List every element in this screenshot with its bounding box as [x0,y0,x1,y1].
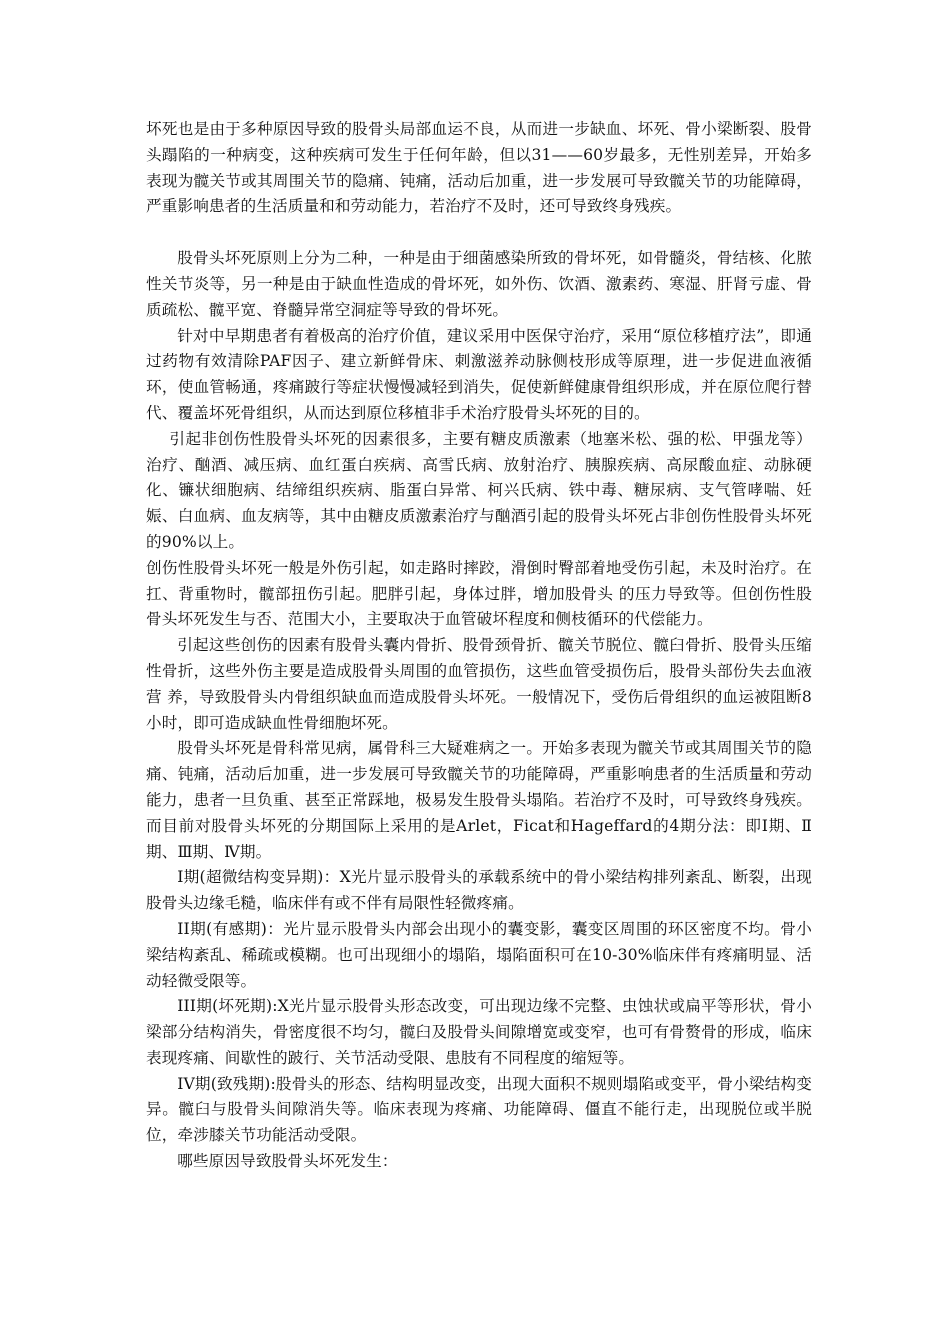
paragraph-intro: 坏死也是由于多种原因导致的股骨头局部血运不良，从而进一步缺血、坏死、骨小梁断裂、股骨头蹋陷的一种病变，这种疾病可发生于任何年龄，但以31——60岁最多，无性别差异，开始多表现为髋关节或其周围关节的隐痛、钝痛，活动后加重，进一步发展可导致髋关节的功能障碍，严重影响患者的生活质量和和劳动能力，若治疗不及时，还可导致终身残疾。 [146,120,812,216]
document-body [146,117,812,1175]
paragraph-stage-2: II期(有感期)：光片显示股骨头内部会出现小的囊变影，囊变区周围的环区密度不均。骨小梁结构紊乱、稀疏或模糊。也可出现细小的塌陷，塌陷面积可在10-30%临床伴有疼痛明显、活动轻微受限等。 [146,919,812,990]
paragraph-stage-4: IV期(致残期):股骨头的形态、结构明显改变，出现大面积不规则塌陷或变平，骨小梁结构变异。髋臼与股骨头间隙消失等。临床表现为疼痛、功能障碍、僵直不能行走，出现脱位或半脱位，牵涉膝关节功能活动受限。 [146,1074,812,1145]
blank-line [146,220,812,246]
paragraph-treatment: 针对中早期患者有着极高的治疗价值，建议采用中医保守治疗，采用“原位移植疗法”，即通过药物有效清除PAF因子、建立新鲜骨床、刺激滋养动脉侧枝形成等原理，进一步促进血液循环，使血管畅通，疼痛跛行等症状慢慢减轻到消失，促使新鲜健康骨组织形成，并在原位爬行替代、覆盖坏死骨组织，从而达到原位移植非手术治疗股骨头坏死的目的。 [146,326,812,422]
paragraph-non-traumatic-causes: 引起非创伤性股骨头坏死的因素很多，主要有糖皮质激素（地塞米松、强的松、甲强龙等）治疗、酗酒、减压病、血红蛋白疾病、高雪氏病、放射治疗、胰腺疾病、高尿酸血症、动脉硬化、镰状细胞病、结缔组织疾病、脂蛋白异常、柯兴氏病、铁中毒、糖尿病、支气管哮喘、妊娠、白血病、血友病等，其中由糖皮质激素治疗与酗酒引起的股骨头坏死占非创伤性股骨头坏死的90%以上。 [146,429,812,551]
paragraph-trauma-factors: 引起这些创伤的因素有股骨头囊内骨折、股骨颈骨折、髋关节脱位、髋臼骨折、股骨头压缩性骨折，这些外伤主要是造成股骨头周围的血管损伤，这些血管受损伤后，股骨头部份失去血液营 养，导致股骨头内骨组织缺血而造成股骨头坏死。一般情况下，受伤后骨组织的血运被阻断8小时，即可造成缺血性骨细胞坏死。 [146,636,812,732]
paragraph-causes-question: 哪些原因导致股骨头坏死发生： [177,1152,398,1171]
paragraph-classification: 股骨头坏死原则上分为二种，一种是由于细菌感染所致的骨坏死，如骨髓炎，骨结核、化脓性关节炎等，另一种是由于缺血性造成的骨坏死，如外伤、饮酒、激素药、寒湿、肝肾亏虚、骨质疏松、髋平宽、脊髓异常空洞症等导致的骨坏死。 [146,249,812,319]
paragraph-stage-3: III期(坏死期):X光片显示股骨头形态改变，可出现边缘不完整、虫蚀状或扁平等形状，骨小梁部分结构消失，骨密度很不均匀，髋臼及股骨头间隙增宽或变窄，也可有骨赘骨的形成，临床表现疼痛、间歇性的跛行、关节活动受限、患肢有不同程度的缩短等。 [146,997,812,1067]
paragraph-staging-intro: 股骨头坏死是骨科常见病，属骨科三大疑难病之一。开始多表现为髋关节或其周围关节的隐痛、钝痛，活动后加重，进一步发展可导致髋关节的功能障碍，严重影响患者的生活质量和劳动能力，患者一旦负重、甚至正常踩地，极易发生股骨头塌陷。若治疗不及时，可导致终身残疾。而目前对股骨头坏死的分期国际上采用的是Arlet，Ficat和Hageffard的4期分法：即Ⅰ期、Ⅱ期、Ⅲ期、Ⅳ期。 [146,739,812,861]
paragraph-traumatic: 创伤性股骨头坏死一般是外伤引起，如走路时摔跤，滑倒时臀部着地受伤引起，未及时治疗。在扛、背重物时，髋部扭伤引起。肥胖引起，身体过胖，增加股骨头 的压力导致等。但创伤性股骨头坏死发生与否、范围大小，主要取决于血管破坏程度和侧枝循环的代偿能力。 [146,558,812,629]
paragraph-stage-1: I期(超微结构变异期)：X光片显示股骨头的承载系统中的骨小梁结构排列紊乱、断裂，出现股骨头边缘毛糙，临床伴有或不伴有局限性轻微疼痛。 [146,868,812,913]
